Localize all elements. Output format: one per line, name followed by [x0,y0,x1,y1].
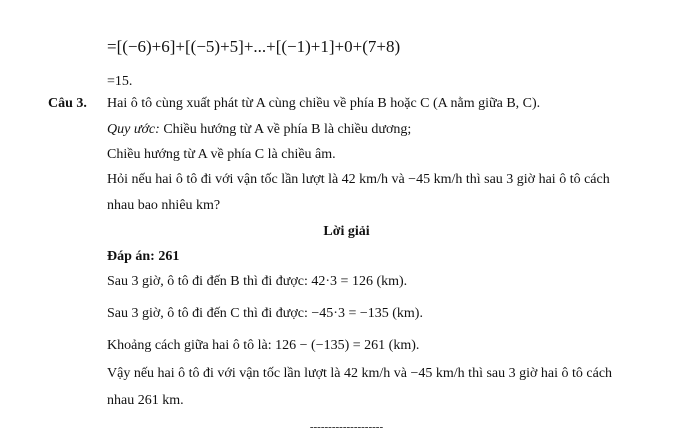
convention-text: Chiều hướng từ A về phía B là chiều dương; [159,122,412,137]
answer-line: Đáp án: 261 [107,249,180,264]
conclusion-line-1: Vậy nếu hai ô tô đi với vận tốc lần lượt là 42 km/h và −45 km/h thì sau 3 giờ hai ô tô cách [107,366,613,381]
solution-step-1: Sau 3 giờ, ô tô đi đến B thì đi được: 42·3 = 126 (km). [107,274,408,289]
section-divider: -------------------- [309,421,384,433]
solution-step-3: Khoảng cách giữa hai ô tô là: 126 − (−135) = 261 (km). [107,338,420,353]
question-ask-line-2: nhau bao nhiêu km? [107,198,221,213]
negative-direction-line: Chiều hướng từ A về phía C là chiều âm. [107,147,336,162]
equation-line-1: =[(−6)+6]+[(−5)+5]+...+[(−1)+1]+0+(7+8) [107,37,401,56]
question-label: Câu 3. [48,96,87,111]
convention-label: Quy ước: [107,122,160,137]
solution-heading: Lời giải [323,224,370,239]
conclusion-line-2: nhau 261 km. [107,393,184,408]
equation-line-2: =15. [107,74,133,89]
solution-step-2: Sau 3 giờ, ô tô đi đến C thì đi được: −45·3 = −135 (km). [107,306,423,321]
question-text: Hai ô tô cùng xuất phát từ A cùng chiều về phía B hoặc C (A nằm giữa B, C). [107,96,541,111]
question-ask-line-1: Hỏi nếu hai ô tô đi với vận tốc lần lượt là 42 km/h và −45 km/h thì sau 3 giờ hai ô tô cách [107,172,610,187]
convention-line [107,121,411,139]
